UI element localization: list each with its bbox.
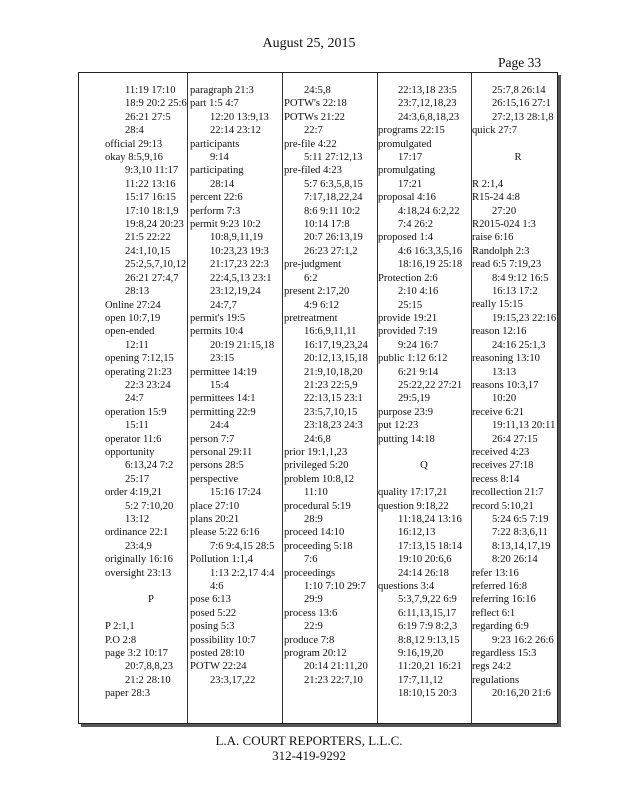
index-entry: put 12:23	[378, 420, 419, 432]
index-entry: Randolph 2:3	[472, 245, 530, 257]
column-divider	[282, 73, 283, 723]
index-continuation: 17:10 18:1,9	[125, 205, 179, 217]
index-continuation: 21:2 28:10	[125, 674, 171, 686]
index-continuation: 20:16,20 21:6	[492, 688, 551, 700]
index-continuation: 9:16,19,20	[398, 648, 444, 660]
index-continuation: 17:7,11,12	[398, 674, 443, 686]
index-continuation: 6:13,24 7:2	[125, 460, 174, 472]
index-entry: receive 6:21	[472, 406, 525, 418]
index-entry: receives 27:18	[472, 460, 534, 472]
column-divider	[187, 73, 188, 723]
index-entry: permittee 14:19	[190, 366, 257, 378]
index-continuation: 23:12,19,24	[210, 286, 261, 298]
index-entry: POTWs 21:22	[284, 111, 345, 123]
index-continuation: 21:23 22:5,9	[304, 379, 358, 391]
index-continuation: 28:9	[304, 514, 323, 525]
index-continuation: 26:15,16 27:1	[492, 98, 551, 110]
index-entry: posted 28:10	[190, 648, 245, 660]
footer-company: L.A. COURT REPORTERS, L.L.C.	[215, 733, 403, 748]
index-continuation: 22:7	[304, 125, 323, 137]
spacer	[378, 446, 470, 459]
index-entry: quick 27:7	[472, 125, 518, 137]
spacer	[472, 164, 564, 177]
index-continuation: 7:6	[304, 554, 318, 566]
footer-phone: 312-419-9292	[272, 748, 346, 763]
index-continuation: 11:20,21 16:21	[398, 661, 462, 673]
index-entry: oversight 23:13	[105, 567, 172, 579]
index-continuation: 27:2,13 28:1,8	[492, 111, 554, 123]
index-column-3	[284, 84, 376, 687]
index-continuation: 16:12,13	[398, 527, 436, 539]
index-entry: really 15:15	[472, 299, 523, 311]
index-continuation: 15:17 16:15	[125, 192, 176, 204]
index-column-4	[378, 84, 470, 701]
index-continuation: 24:3,6,8,18,23	[398, 111, 460, 123]
index-entry: questions 3:4	[378, 581, 435, 592]
index-continuation: 4:9 6:12	[304, 299, 340, 311]
index-entry: question 9:18,22	[378, 500, 449, 512]
index-entry: received 4:23	[472, 446, 530, 458]
index-continuation: 21:23 22:7,10	[304, 674, 363, 686]
index-continuation: 20:7,8,8,23	[125, 661, 173, 673]
index-continuation: 22:13,18 23:5	[398, 85, 457, 96]
index-column-2	[190, 84, 282, 687]
index-entry: P 2:1,1	[105, 621, 135, 633]
index-entry: POTW's 22:18	[284, 98, 347, 110]
index-continuation: 28:4	[125, 125, 144, 137]
index-entry: proceeding 5:18	[284, 540, 353, 552]
index-continuation: 20:7 26:13,19	[304, 232, 363, 244]
index-continuation: 5:11 27:12,13	[304, 152, 363, 164]
index-continuation: 24:4	[210, 420, 229, 432]
spacer	[105, 607, 197, 620]
index-entry: please 5:22 6:16	[190, 527, 260, 539]
index-entry: procedural 5:19	[284, 500, 351, 512]
index-continuation: 28:13	[125, 286, 150, 298]
index-entry: opportunity	[105, 446, 155, 458]
index-continuation: 11:10	[304, 487, 328, 499]
index-entry: opening 7:12,15	[105, 353, 174, 365]
letter-heading: R	[514, 152, 522, 164]
index-continuation: 25:2,5,7,10,12	[125, 259, 187, 271]
index-entry: putting 14:18	[378, 433, 435, 445]
index-continuation: 13:12	[125, 514, 150, 525]
index-entry: ordinance 22:1	[105, 527, 169, 539]
index-entry: posing 5:3	[190, 621, 235, 633]
index-entry: Protection 2:6	[378, 272, 438, 284]
index-continuation: 4:18,24 6:2,22	[398, 205, 460, 217]
index-entry: record 5:10,21	[472, 500, 534, 512]
index-continuation: 18:16,19 25:18	[398, 259, 463, 271]
index-continuation: 10:8,9,11,19	[210, 232, 263, 244]
index-continuation: 7:6 9:4,15 28:5	[210, 540, 275, 552]
index-entry: official 29:13	[105, 138, 163, 150]
index-continuation: 16:17,19,23,24	[304, 339, 368, 351]
index-continuation: 6:2	[304, 272, 318, 284]
index-continuation: 26:21 27:4,7	[125, 272, 179, 284]
index-continuation: 22:3 23:24	[125, 379, 171, 391]
index-entry: Online 27:24	[105, 299, 161, 311]
index-continuation: 1:10 7:10 29:7	[304, 581, 366, 593]
index-continuation: 8:4 9:12 16:5	[492, 272, 549, 284]
index-entry: referring 16:16	[472, 594, 536, 606]
index-entry: permits 10:4	[190, 326, 244, 338]
index-entry: operation 15:9	[105, 406, 167, 418]
index-continuation: 26:21 27:5	[125, 111, 171, 123]
index-continuation: 22:14 23:12	[210, 125, 261, 137]
index-entry: percent 22:6	[190, 192, 243, 204]
index-entry: perspective	[190, 473, 239, 485]
index-continuation: 22:13,15 23:1	[304, 393, 363, 405]
index-continuation: 8:13,14,17,19	[492, 540, 551, 552]
index-frame	[78, 72, 558, 724]
index-entry: permit 9:23 10:2	[190, 219, 261, 231]
index-entry: personal 29:11	[190, 446, 253, 458]
index-continuation: 5:2 7:10,20	[125, 500, 174, 512]
index-continuation: 23:3,17,22	[210, 674, 256, 686]
index-continuation: 6:11,13,15,17	[398, 607, 457, 619]
index-continuation: 19:11,13 20:11	[492, 420, 556, 432]
index-entry: posed 5:22	[190, 607, 237, 619]
index-continuation: 26:4 27:15	[492, 433, 538, 445]
index-entry: proposal 4:16	[378, 192, 436, 204]
index-entry: reasons 10:3,17	[472, 379, 539, 391]
index-entry: provide 19:21	[378, 312, 438, 324]
index-continuation: 7:22 8:3,6,11	[492, 527, 548, 539]
index-continuation: 19:10 20:6,6	[398, 554, 452, 566]
index-entry: P.O 2:8	[105, 634, 137, 646]
index-continuation: 23:18,23 24:3	[304, 420, 363, 432]
index-entry: paper 28:3	[105, 688, 151, 700]
index-continuation: 25:17	[125, 473, 150, 485]
index-continuation: 17:21	[398, 178, 423, 190]
index-continuation: 11:22 13:16	[125, 178, 176, 190]
index-entry: regardless 15:3	[472, 648, 537, 660]
index-entry: recess 8:14	[472, 473, 520, 485]
index-entry: regarding 6:9	[472, 621, 529, 633]
index-continuation: 17:13,15 18:14	[398, 540, 463, 552]
index-entry: pose 6:13	[190, 594, 231, 606]
index-column-5	[472, 84, 564, 701]
index-entry: possibility 10:7	[190, 634, 256, 646]
index-continuation: 4:6 16:3,3,5,16	[398, 245, 463, 257]
index-continuation: 9:14	[210, 152, 229, 164]
index-continuation: 20:19 21:15,18	[210, 339, 275, 351]
index-continuation: 20:14 21:11,20	[304, 661, 368, 673]
index-continuation: 5:3,7,9,22 6:9	[398, 594, 457, 606]
index-entry: part 1:5 4:7	[190, 98, 239, 110]
index-continuation: 9:24 16:7	[398, 339, 439, 351]
index-entry: promulgated	[378, 138, 432, 150]
index-continuation: 13:13	[492, 366, 517, 378]
index-entry: produce 7:8	[284, 634, 335, 646]
index-continuation: 24:5,8	[304, 85, 331, 96]
page-number: Page 33	[498, 55, 542, 70]
index-continuation: 23:7,12,18,23	[398, 98, 457, 110]
index-entry: operating 21:23	[105, 366, 172, 378]
index-entry: permittees 14:1	[190, 393, 256, 405]
index-continuation: 5:24 6:5 7:19	[492, 513, 549, 525]
index-continuation: 28:14	[210, 178, 235, 190]
index-continuation: 24:6,8	[304, 433, 331, 445]
index-entry: reasoning 13:10	[472, 353, 540, 365]
index-entry: okay 8:5,9,16	[105, 152, 163, 164]
index-entry: reflect 6:1	[472, 607, 516, 619]
index-continuation: 9:23 16:2 26:6	[492, 634, 554, 646]
index-continuation: 27:20	[492, 205, 517, 217]
index-entry: open-ended	[105, 326, 155, 338]
index-entry: pre-file 4:22	[284, 138, 337, 150]
spacer	[105, 580, 197, 593]
index-continuation: 25:22,22 27:21	[398, 379, 463, 391]
index-continuation: 24:16 25:1,3	[492, 339, 546, 351]
index-continuation: 19:15,23 22:16	[492, 312, 557, 324]
index-entry: referred 16:8	[472, 581, 527, 592]
index-continuation: 22:9	[304, 621, 323, 633]
index-entry: paragraph 21:3	[190, 85, 254, 96]
index-entry: participants	[190, 138, 240, 150]
index-continuation: 6:21 9:14	[398, 366, 439, 378]
index-continuation: 24:14 26:18	[398, 567, 449, 579]
index-entry: provided 7:19	[378, 326, 438, 338]
index-entry: place 27:10	[190, 500, 240, 512]
index-entry: permitting 22:9	[190, 406, 256, 418]
index-continuation: 11:18,24 13:16	[398, 513, 462, 525]
index-entry: refer 13:16	[472, 567, 519, 579]
index-entry: proceedings	[284, 567, 336, 579]
index-continuation: 6:19 7:9 8:2,3	[398, 621, 458, 633]
index-entry: operator 11:6	[105, 433, 162, 445]
index-continuation: 8:8,12 9:13,15	[398, 634, 460, 646]
index-continuation: 16:6,9,11,11	[304, 326, 357, 338]
index-column-1	[105, 84, 197, 701]
index-entry: process 13:6	[284, 607, 338, 619]
index-entry: R 2:1,4	[472, 178, 504, 190]
index-continuation: 11:19 17:10	[125, 85, 176, 96]
index-continuation: 7:17,18,22,24	[304, 192, 363, 204]
index-continuation: 26:23 27:1,2	[304, 245, 358, 257]
index-continuation: 25:15	[398, 299, 423, 311]
index-entry: participating	[190, 165, 244, 177]
index-entry: persons 28:5	[190, 460, 244, 472]
page-footer	[0, 733, 618, 763]
index-continuation: 18:10,15 20:3	[398, 688, 457, 700]
index-entry: open 10:7,19	[105, 312, 161, 324]
index-continuation: 23:15	[210, 353, 235, 365]
index-continuation: 15:11	[125, 420, 149, 432]
letter-heading: P	[148, 594, 154, 606]
index-continuation: 10:14 17:8	[304, 219, 350, 231]
index-continuation: 24:1,10,15	[125, 245, 171, 257]
index-entry: reason 12:16	[472, 326, 527, 338]
index-continuation: 21:17,23 22:3	[210, 259, 269, 271]
index-continuation: 2:10 4:16	[398, 286, 439, 298]
index-entry: R2015-024 1:3	[472, 219, 536, 231]
index-continuation: 21:5 22:22	[125, 232, 171, 244]
index-entry: raise 6:16	[472, 232, 514, 244]
index-entry: problem 10:8,12	[284, 473, 355, 485]
index-entry: permit's 19:5	[190, 312, 246, 324]
index-continuation: 5:7 6:3,5,8,15	[304, 178, 363, 190]
spacer	[378, 473, 470, 486]
index-continuation: 15:16 17:24	[210, 487, 261, 499]
index-entry: R15-24 4:8	[472, 192, 520, 204]
index-entry: public 1:12 6:12	[378, 353, 448, 365]
index-continuation: 9:3,10 11:17	[125, 165, 179, 177]
index-continuation: 24:7	[125, 393, 144, 405]
index-continuation: 8:20 26:14	[492, 554, 538, 566]
index-continuation: 23:5,7,10,15	[304, 406, 358, 418]
index-entry: read 6:5 7:19,23	[472, 259, 542, 271]
spacer	[472, 138, 564, 151]
index-continuation: 21:9,10,18,20	[304, 366, 363, 378]
index-entry: programs 22:15	[378, 125, 445, 137]
index-entry: person 7:7	[190, 433, 235, 445]
index-continuation: 4:6	[210, 581, 224, 593]
index-entry: regulations	[472, 674, 520, 686]
index-continuation: 19:8,24 20:23	[125, 219, 184, 231]
index-entry: proposed 1:4	[378, 232, 434, 244]
index-entry: originally 16:16	[105, 554, 173, 566]
index-continuation: 8:6 9:11 10:2	[304, 205, 361, 217]
index-entry: proceed 14:10	[284, 527, 345, 539]
letter-heading: Q	[420, 460, 428, 472]
index-entry: quality 17:17,21	[378, 487, 448, 499]
index-continuation: 24:7,7	[210, 299, 237, 311]
index-continuation: 23:4,9	[125, 540, 152, 552]
index-entry: privileged 5:20	[284, 460, 349, 472]
index-entry: present 2:17,20	[284, 286, 350, 298]
index-continuation: 10:23,23 19:3	[210, 245, 269, 257]
index-continuation: 10:20	[492, 393, 517, 405]
index-entry: program 20:12	[284, 648, 347, 660]
index-entry: plans 20:21	[190, 514, 240, 525]
index-continuation: 17:17	[398, 152, 423, 164]
index-entry: perform 7:3	[190, 205, 241, 217]
index-continuation: 20:12,13,15,18	[304, 353, 368, 365]
index-continuation: 18:9 20:2 25:6	[125, 98, 187, 110]
index-entry: pretreatment	[284, 312, 338, 324]
index-entry: order 4:19,21	[105, 487, 163, 499]
index-entry: page 3:2 10:17	[105, 648, 168, 660]
index-entry: regs 24:2	[472, 661, 512, 673]
index-entry: pre-filed 4:23	[284, 165, 342, 177]
index-entry: prior 19:1,1,23	[284, 446, 348, 458]
index-entry: Pollution 1:1,4	[190, 554, 253, 566]
index-continuation: 15:4	[210, 379, 229, 391]
index-continuation: 12:20 13:9,13	[210, 111, 269, 123]
index-continuation: 29:9	[304, 594, 323, 606]
index-entry: promulgating	[378, 165, 436, 177]
index-continuation: 25:7,8 26:14	[492, 85, 546, 96]
index-continuation: 7:4 26:2	[398, 219, 434, 231]
page-date: August 25, 2015	[262, 36, 356, 51]
index-entry: pre-judgment	[284, 259, 342, 271]
index-continuation: 29:5,19	[398, 393, 431, 405]
index-continuation: 22:4,5,13 23:1	[210, 272, 272, 284]
index-continuation: 1:13 2:2,17 4:4	[210, 567, 275, 579]
index-entry: purpose 23:9	[378, 406, 434, 418]
index-entry: recollection 21:7	[472, 487, 544, 499]
index-continuation: 12:11	[125, 339, 149, 351]
index-entry: POTW 22:24	[190, 661, 247, 673]
index-continuation: 16:13 17:2	[492, 286, 538, 298]
